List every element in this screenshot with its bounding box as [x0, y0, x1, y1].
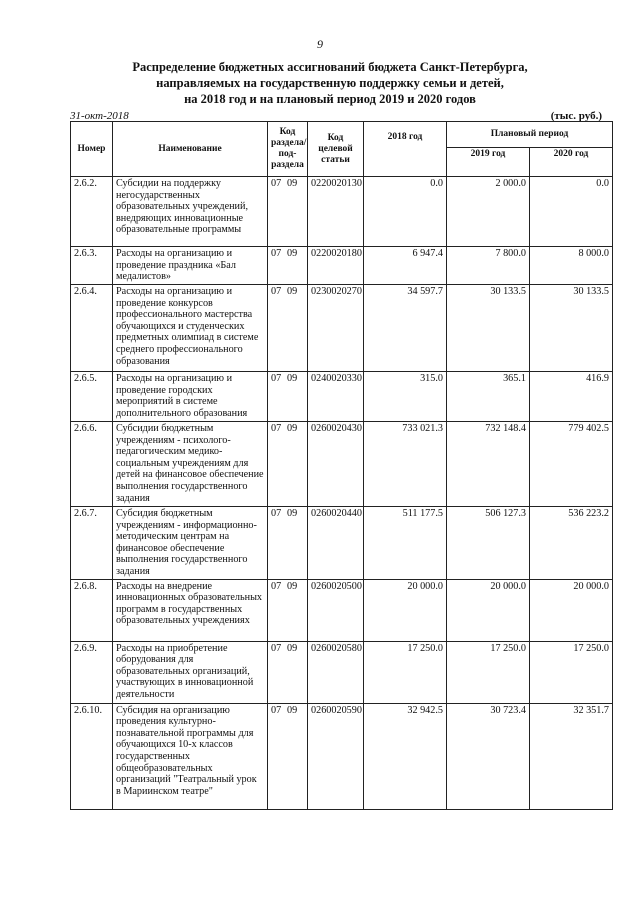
row-number: 2.6.8.	[71, 579, 113, 641]
row-value-2018: 0.0	[364, 177, 447, 247]
row-value-2018: 20 000.0	[364, 579, 447, 641]
row-section-code	[268, 579, 308, 641]
document-date: 31-окт-2018	[70, 110, 129, 122]
header-year-2020: 2020 год	[530, 147, 613, 176]
budget-table	[70, 121, 613, 810]
row-value-2019: 7 800.0	[447, 247, 530, 285]
section-code: 07	[271, 642, 282, 654]
title-line-2: направляемых на государственную поддержку семьи и детей,	[156, 76, 504, 90]
section-code: 07	[271, 423, 282, 434]
row-section-code	[268, 177, 308, 247]
row-section-code	[268, 285, 308, 372]
row-number: 2.6.5.	[71, 372, 113, 422]
row-value-2019: 506 127.3	[447, 507, 530, 580]
table-row	[71, 247, 613, 285]
subsection-code: 09	[287, 704, 298, 716]
row-name: Расходы на внедрение инновационных образовательных программ в государственных образовательных учреждениях	[113, 579, 268, 641]
row-value-2020: 779 402.5	[530, 422, 613, 507]
row-name: Субсидия бюджетным учреждениям - информационно-методическим центрам на финансовое обеспечение выполнения государственного задания	[113, 507, 268, 580]
header-target-code: Код целевой статьи	[308, 122, 364, 177]
row-section-code	[268, 641, 308, 703]
units-label: (тыс. руб.)	[550, 110, 602, 122]
subsection-code: 09	[287, 373, 298, 384]
row-value-2019: 30 723.4	[447, 703, 530, 809]
row-number: 2.6.9.	[71, 641, 113, 703]
section-code: 07	[271, 178, 282, 189]
row-name: Субсидия на организацию проведения культурно-познавательной программы для обучающихся 10-х классов государственных общеобразовательных организаций "Театральный урок в Мариинском театре"	[113, 703, 268, 809]
row-value-2019: 20 000.0	[447, 579, 530, 641]
section-code: 07	[271, 508, 282, 519]
row-value-2018: 511 177.5	[364, 507, 447, 580]
row-section-code	[268, 372, 308, 422]
row-value-2020: 20 000.0	[530, 579, 613, 641]
section-code: 07	[271, 580, 282, 592]
header-section-code: Код раздела/ под- раздела	[268, 122, 308, 177]
table-row	[71, 507, 613, 580]
table-row	[71, 703, 613, 809]
page-number: 9	[317, 37, 323, 51]
row-target-code: 0260020430	[308, 422, 364, 507]
row-value-2020: 8 000.0	[530, 247, 613, 285]
row-section-code	[268, 507, 308, 580]
row-value-2018: 17 250.0	[364, 641, 447, 703]
section-code: 07	[271, 373, 282, 384]
row-value-2018: 6 947.4	[364, 247, 447, 285]
title-line-1: Распределение бюджетных ассигнований бюджета Санкт-Петербурга,	[132, 60, 528, 74]
header-name: Наименование	[113, 122, 268, 177]
row-name: Расходы на организацию и проведение праздника «Бал медалистов»	[113, 247, 268, 285]
row-target-code: 0260020440	[308, 507, 364, 580]
row-value-2020: 30 133.5	[530, 285, 613, 372]
row-number: 2.6.4.	[71, 285, 113, 372]
document-title	[60, 59, 600, 107]
section-code: 07	[271, 248, 282, 259]
table-row	[71, 422, 613, 507]
row-target-code: 0240020330	[308, 372, 364, 422]
row-value-2019: 365.1	[447, 372, 530, 422]
row-number: 2.6.3.	[71, 247, 113, 285]
budget-table-body	[71, 177, 613, 810]
row-value-2018: 315.0	[364, 372, 447, 422]
row-target-code: 0260020590	[308, 703, 364, 809]
title-line-3: на 2018 год и на плановый период 2019 и 2020 годов	[184, 92, 476, 106]
header-plan-period: Плановый период	[447, 122, 613, 148]
row-number: 2.6.6.	[71, 422, 113, 507]
row-value-2019: 2 000.0	[447, 177, 530, 247]
table-row	[71, 372, 613, 422]
row-section-code	[268, 422, 308, 507]
subsection-code: 09	[287, 248, 298, 259]
row-value-2019: 17 250.0	[447, 641, 530, 703]
row-value-2020: 0.0	[530, 177, 613, 247]
row-target-code: 0220020180	[308, 247, 364, 285]
row-value-2018: 32 942.5	[364, 703, 447, 809]
row-target-code: 0260020500	[308, 579, 364, 641]
subsection-code: 09	[287, 423, 298, 434]
section-code: 07	[271, 704, 282, 716]
table-row	[71, 641, 613, 703]
row-target-code: 0220020130	[308, 177, 364, 247]
header-number: Номер	[71, 122, 113, 177]
row-value-2019: 732 148.4	[447, 422, 530, 507]
row-number: 2.6.2.	[71, 177, 113, 247]
table-row	[71, 285, 613, 372]
subsection-code: 09	[287, 178, 298, 189]
header-year-2018: 2018 год	[364, 122, 447, 177]
subsection-code: 09	[287, 286, 298, 297]
row-section-code	[268, 247, 308, 285]
subsection-code: 09	[287, 508, 298, 519]
row-value-2018: 34 597.7	[364, 285, 447, 372]
row-name: Расходы на организацию и проведение конкурсов профессионального мастерства обучающихся и студенческих предметных олимпиад в системе среднего профессионального образования	[113, 285, 268, 372]
row-target-code: 0260020580	[308, 641, 364, 703]
table-row	[71, 177, 613, 247]
header-year-2019: 2019 год	[447, 147, 530, 176]
row-value-2020: 17 250.0	[530, 641, 613, 703]
row-name: Расходы на организацию и проведение городских мероприятий в системе дополнительного образования	[113, 372, 268, 422]
row-value-2020: 416.9	[530, 372, 613, 422]
row-number: 2.6.7.	[71, 507, 113, 580]
table-row	[71, 579, 613, 641]
row-target-code: 0230020270	[308, 285, 364, 372]
row-name: Субсидии бюджетным учреждениям - психолого-педагогическим медико-социальным учреждениям для детей на финансовое обеспечение выполнения государственного задания	[113, 422, 268, 507]
row-value-2020: 32 351.7	[530, 703, 613, 809]
subsection-code: 09	[287, 580, 298, 592]
row-value-2018: 733 021.3	[364, 422, 447, 507]
row-number: 2.6.10.	[71, 703, 113, 809]
row-name: Субсидии на поддержку негосударственных образовательных учреждений, внедряющих инновационные образовательные программы	[113, 177, 268, 247]
subsection-code: 09	[287, 642, 298, 654]
row-value-2020: 536 223.2	[530, 507, 613, 580]
row-value-2019: 30 133.5	[447, 285, 530, 372]
row-section-code	[268, 703, 308, 809]
section-code: 07	[271, 286, 282, 297]
row-name: Расходы на приобретение оборудования для образовательных организаций, участвующих в инновационной деятельности	[113, 641, 268, 703]
